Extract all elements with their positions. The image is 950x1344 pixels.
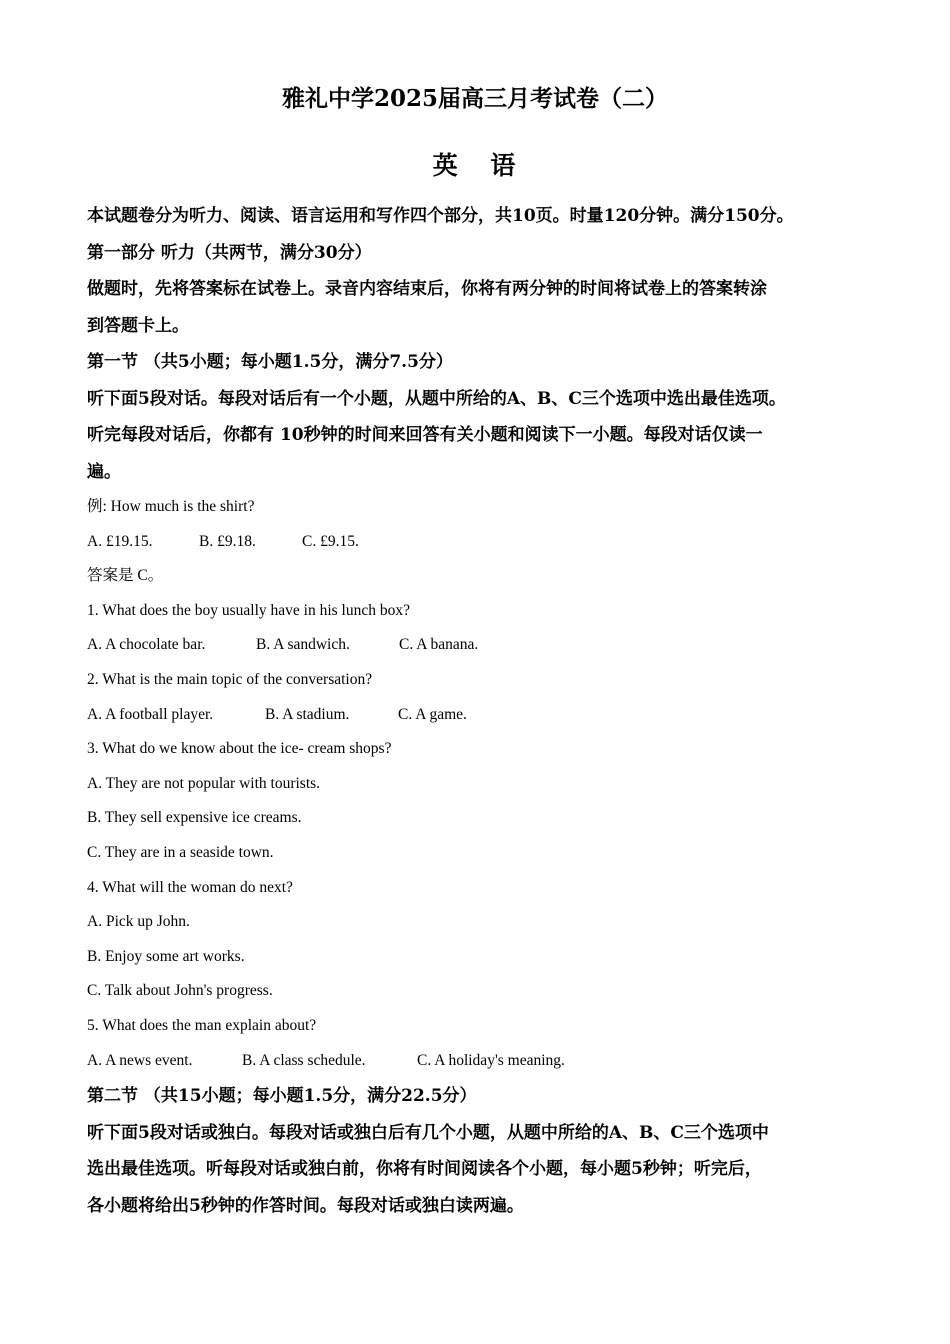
- instruction-line: 到答题卡上。: [87, 315, 189, 336]
- example-answer: 答案是 C。: [87, 567, 164, 585]
- question-3: 3. What do we know about the ice- cream shops?: [87, 740, 392, 758]
- section2-desc: 选出最佳选项。听每段对话或独白前，你将有时间阅读各个小题，每小题5秒钟；听完后，: [87, 1159, 762, 1180]
- option: A. Pick up John.: [87, 913, 190, 931]
- option: A. £19.15.: [87, 532, 153, 550]
- option: C. A holiday's meaning.: [417, 1051, 565, 1069]
- exam-content: [87, 198, 887, 1224]
- option: B. £9.18.: [199, 532, 256, 550]
- instruction-line: 做题时，先将答案标在试卷上。录音内容结束后，你将有两分钟的时间将试卷上的答案转涂: [87, 279, 767, 299]
- section2-desc: 各小题将给出5秒钟的作答时间。每段对话或独白读两遍。: [87, 1195, 524, 1216]
- section1-desc: 听完每段对话后，你都有 10秒钟的时间来回答有关小题和阅读下一小题。每段对话仅读一: [87, 425, 763, 445]
- question-1: 1. What does the boy usually have in his lunch box?: [87, 601, 411, 619]
- question-5-options: [87, 1044, 887, 1079]
- part1-heading: 第一部分 听力（共两节，满分30分）: [87, 242, 372, 263]
- option: A. A football player.: [87, 705, 214, 723]
- option: C. A game.: [398, 705, 467, 723]
- option: C. They are in a seaside town.: [87, 843, 274, 861]
- exam-title: 雅礼中学2025届高三月考试卷（二）: [281, 85, 668, 112]
- question-4: 4. What will the woman do next?: [87, 878, 293, 896]
- section1-heading: 第一节 （共5小题；每小题1.5分，满分7.5分）: [87, 352, 453, 372]
- example-question: 例: How much is the shirt?: [87, 498, 255, 515]
- option: B. They sell expensive ice creams.: [87, 809, 302, 827]
- option: B. Enjoy some art works.: [87, 947, 245, 965]
- subject-title: 英 语: [432, 151, 518, 180]
- option: A. A news event.: [87, 1051, 193, 1069]
- option: C. Talk about John's progress.: [87, 982, 273, 1000]
- section1-desc: 遍。: [87, 461, 121, 482]
- option: C. A banana.: [399, 636, 479, 654]
- section1-desc: 听下面5段对话。每段对话后有一个小题，从题中所给的A、B、C三个选项中选出最佳选项。: [87, 388, 786, 409]
- option: C. £9.15.: [302, 532, 359, 550]
- exam-overview: 本试题卷分为听力、阅读、语言运用和写作四个部分，共10页。时量120分钟。满分150分。: [87, 206, 794, 226]
- question-2: 2. What is the main topic of the conversation?: [87, 670, 373, 688]
- question-1-options: [87, 628, 887, 663]
- option: A. A chocolate bar.: [87, 636, 206, 654]
- option: B. A sandwich.: [256, 636, 350, 654]
- option: A. They are not popular with tourists.: [87, 774, 321, 792]
- option: B. A class schedule.: [242, 1051, 366, 1069]
- question-2-options: [87, 698, 887, 733]
- example-options: [87, 525, 887, 560]
- option: B. A stadium.: [265, 705, 350, 723]
- section2-desc: 听下面5段对话或独白。每段对话或独白后有几个小题，从题中所给的A、B、C三个选项中: [87, 1122, 769, 1143]
- section2-heading: 第二节 （共15小题；每小题1.5分，满分22.5分）: [87, 1086, 477, 1107]
- question-5: 5. What does the man explain about?: [87, 1016, 317, 1034]
